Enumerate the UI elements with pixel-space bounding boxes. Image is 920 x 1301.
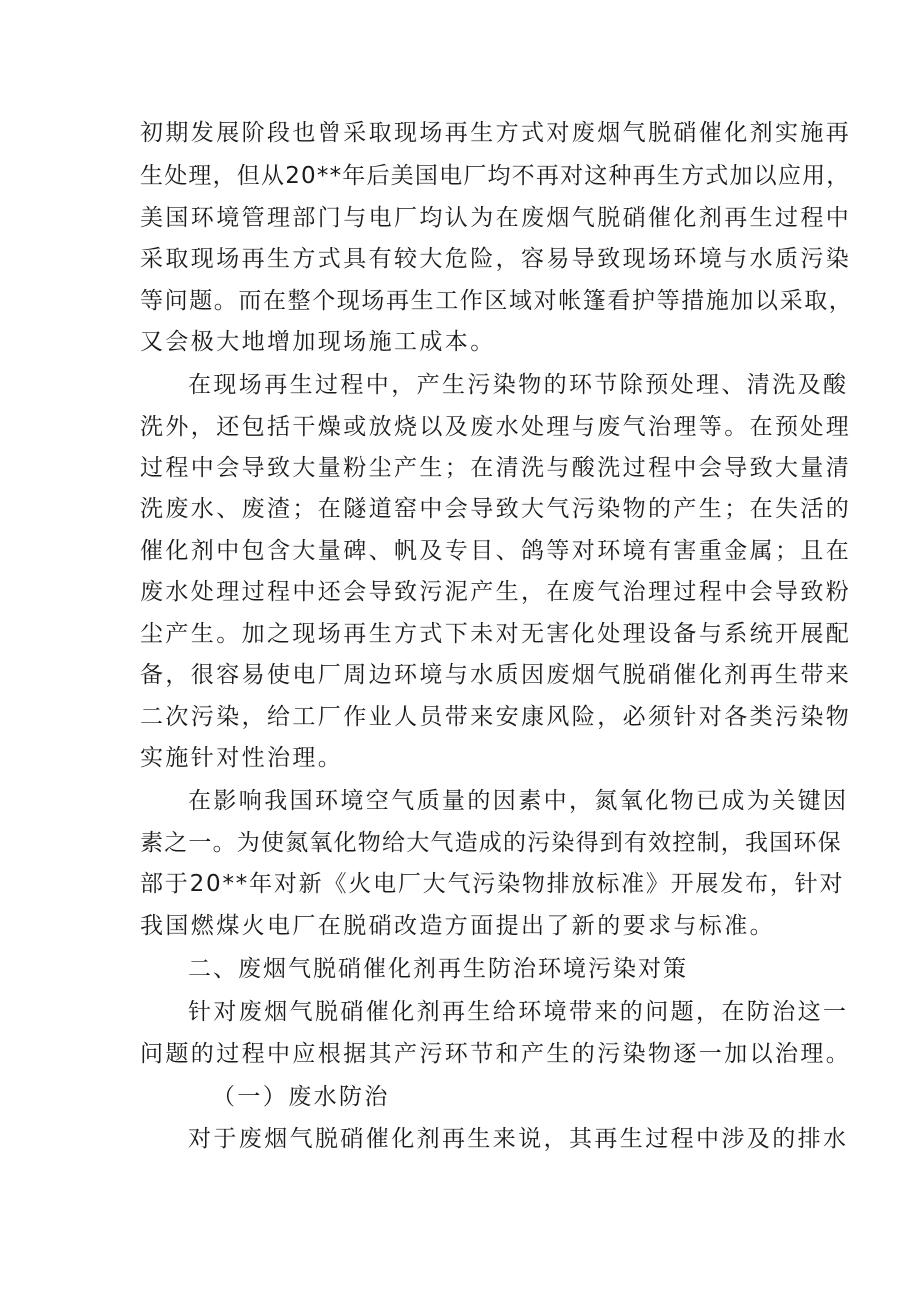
paragraph-line: 二次污染，给工厂作业人员带来安康风险，必须针对各类污染物 [140,704,852,730]
paragraph-line: 洗外，还包括干燥或放烧以及废水处理与废气治理等。在预处理 [140,414,852,440]
paragraph-line: 我国燃煤火电厂在脱硝改造方面提出了新的要求与标准。 [140,913,775,939]
paragraph-line: 尘产生。加之现场再生方式下未对无害化处理设备与系统开展配 [140,621,852,647]
paragraph-line: 针对废烟气脱硝催化剂再生给环境带来的问题，在防治这一 [188,999,849,1025]
paragraph-line: 废水处理过程中还会导致污泥产生，在废气治理过程中会导致粉 [140,579,852,605]
paragraph-line: 在现场再生过程中，产生污染物的环节除预处理、清洗及酸 [188,372,849,398]
section-heading: 二、废烟气脱硝催化剂再生防治环境污染对策 [188,956,688,982]
paragraph-line: 过程中会导致大量粉尘产生；在清洗与酸洗过程中会导致大量清 [140,455,852,481]
paragraph-line: 洗废水、废渣；在隧道窑中会导致大气污染物的产生；在失活的 [140,496,852,522]
paragraph-line: 等问题。而在整个现场再生工作区域对帐篷看护等措施加以采取， [140,288,854,314]
paragraph-line: 生处理，但从20**年后美国电厂均不再对这种再生方式加以应用， [140,163,851,189]
paragraph-line: 又会极大地增加现场施工成本。 [140,329,496,355]
paragraph-line: 实施针对性治理。 [140,745,344,771]
paragraph-line: 素之一。为使氮氧化物给大气造成的污染得到有效控制，我国环保 [140,830,842,856]
paragraph-line: 问题的过程中应根据其产污环节和产生的污染物逐一加以治理。 [140,1041,852,1067]
paragraph-line: 催化剂中包含大量碑、帆及专目、鸽等对环境有害重金属；且在 [140,538,852,564]
paragraph-line: 部于20**年对新《火电厂大气污染物排放标准》开展发布，针对 [140,871,845,897]
paragraph-line: 美国环境管理部门与电厂均认为在废烟气脱硝催化剂再生过程中 [140,205,852,231]
paragraph-line: 在影响我国环境空气质量的因素中，氮氧化物已成为关键因 [188,788,849,814]
subsection-heading: （一）废水防治 [212,1084,390,1110]
paragraph-line: 初期发展阶段也曾采取现场再生方式对废烟气脱硝催化剂实施再 [140,120,852,146]
paragraph-line: 采取现场再生方式具有较大危险，容易导致现场环境与水质污染 [140,246,852,272]
paragraph-line: 对于废烟气脱硝催化剂再生来说，其再生过程中涉及的排水 [188,1126,849,1152]
paragraph-line: 备，很容易使电厂周边环境与水质因废烟气脱硝催化剂再生带来 [140,662,852,688]
